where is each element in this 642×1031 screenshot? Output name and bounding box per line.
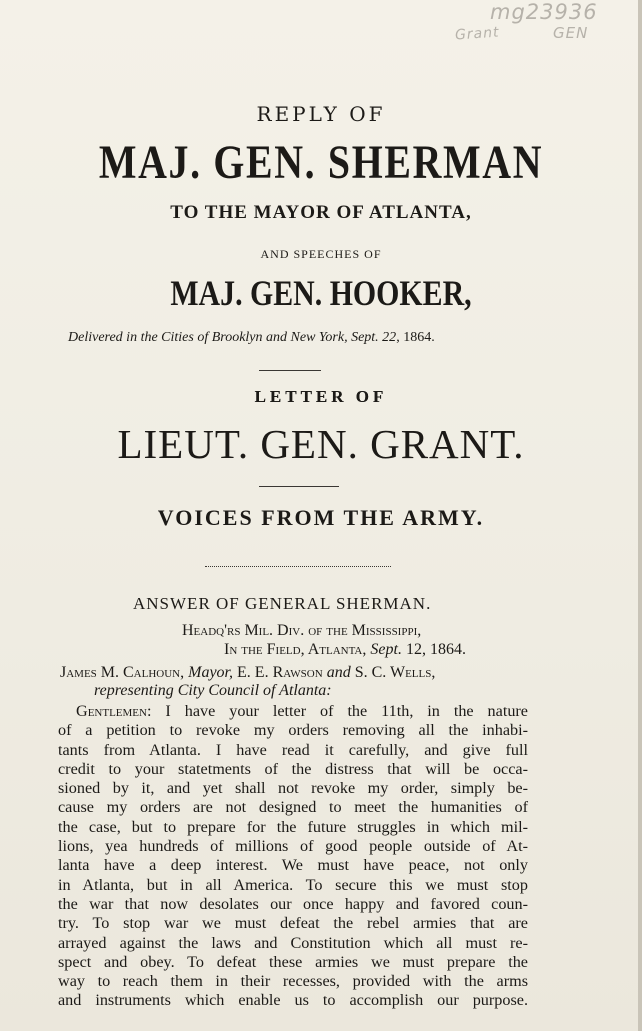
letter-heading: ANSWER OF GENERAL SHERMAN. (133, 594, 432, 613)
body-line: of a petition to revoke my orders removing all the inhabi- (58, 721, 528, 740)
title-sherman: MAJ. GEN. SHERMAN (98, 136, 544, 189)
body-line: sioned by it, and yet shall not revoke my order, simply be- (58, 779, 528, 798)
body-line: spect and obey. To defeat these armies we must prepare the (58, 952, 528, 971)
delivered-year: , 1864. (396, 330, 435, 345)
date-rest: 12, 1864. (401, 641, 466, 658)
archive-code-note: GEN (553, 24, 589, 42)
title-grant: LIEUT. GEN. GRANT. (117, 421, 525, 467)
date-month: Sept. (370, 641, 402, 658)
title-to-mayor: TO THE MAYOR OF ATLANTA, (170, 202, 472, 223)
archive-name-note: Grant (454, 24, 501, 44)
addressee-rawson: E. E. Rawson (237, 664, 323, 681)
body-line (58, 702, 528, 721)
addressee-mayor: Mayor, (184, 664, 238, 681)
body-line: tants from Atlanta. I have read it carefully, and give full (58, 740, 528, 759)
title-letter-of: LETTER OF (254, 387, 388, 406)
title-and-speeches: AND SPEECHES OF (260, 247, 382, 261)
title-reply-of: REPLY OF (256, 102, 386, 126)
location-date-line (224, 641, 466, 659)
addressee-line (60, 664, 435, 682)
body-line: the case, but to prepare for the future struggles in which mil- (58, 817, 528, 836)
body-line: and instruments which enable us to accomplish our purpose. (58, 991, 528, 1010)
title-hooker: MAJ. GEN. HOOKER, (170, 273, 472, 313)
body-line: lanta have a deep interest. We must have peace, not only (58, 856, 528, 875)
headquarters-line: Headq'rs Mil. Div. of the Mississippi, (182, 622, 422, 639)
location-text: In the Field, Atlanta, (224, 641, 371, 658)
body-line-text: : I have your letter of the 11th, in the nature (146, 702, 528, 720)
archive-number-note: mg23936 (490, 0, 598, 24)
addressee-wells: S. C. Wells, (354, 664, 436, 681)
delivered-text: Delivered in the Cities of Brooklyn and New York, (68, 330, 352, 345)
salutation: Gentlemen (76, 702, 147, 720)
divider-rule (259, 486, 339, 487)
body-line: lions, yea hundreds of millions of good people outside of At- (58, 837, 528, 856)
body-line: the war that now desolates our once happy and favored coun- (58, 894, 528, 913)
addressee-council: representing City Council of Atlanta: (94, 682, 332, 699)
title-voices: VOICES FROM THE ARMY. (157, 505, 485, 530)
body-line: in Atlanta, but in all America. To secure this we must stop (58, 875, 528, 894)
delivered-line (68, 330, 435, 346)
letter-body (58, 702, 528, 1011)
body-line: cause my orders are not designed to meet the humanities of (58, 798, 528, 817)
body-line: credit to your statetments of the distress that will be occa- (58, 759, 528, 778)
dotted-divider (205, 566, 391, 567)
addressee-and: and (322, 664, 355, 681)
body-line: try. To stop war we must defeat the rebel armies that are (58, 914, 528, 933)
delivered-date: Sept. 22 (351, 330, 397, 345)
body-line: arrayed against the laws and Constitution which all must re- (58, 933, 528, 952)
body-line: way to reach them in their recesses, provided with the arms (58, 972, 528, 991)
addressee-calhoun: James M. Calhoun, (60, 664, 185, 681)
divider-rule (259, 370, 321, 371)
